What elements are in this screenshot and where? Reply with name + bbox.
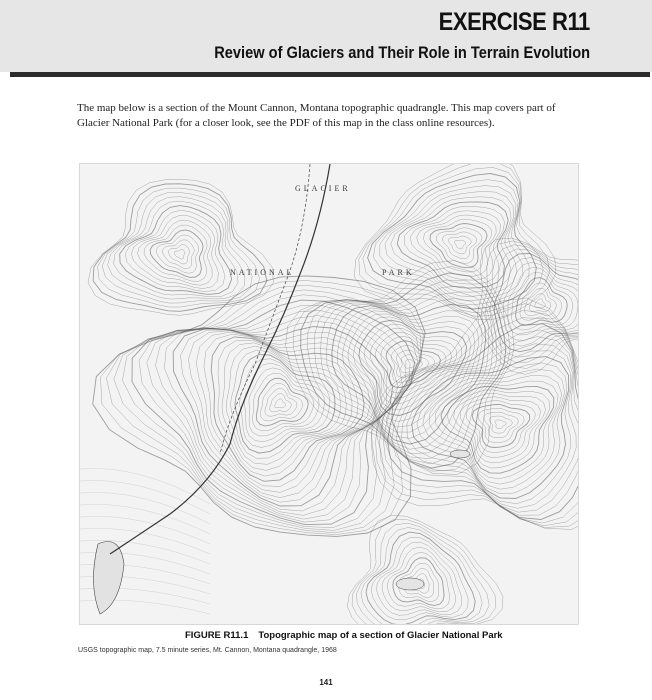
map-label-glacier: GLACIER (295, 184, 351, 193)
header-band (0, 0, 652, 72)
exercise-subtitle: Review of Glaciers and Their Role in Terrain Evolution (214, 43, 590, 62)
figure-caption (185, 630, 503, 641)
map-label-park: PARK (382, 268, 415, 277)
intro-paragraph: The map below is a section of the Mount Cannon, Montana topographic quadrangle. This map covers part of Glacier National Park (for a closer look, see the PDF of this map in the class online resources). (77, 102, 556, 129)
figure-caption-text: Topographic map of a section of Glacier National Park (258, 630, 503, 641)
page-number: 141 (319, 678, 333, 687)
figure-number: FIGURE R11.1 (185, 630, 249, 641)
exercise-title: EXERCISE R11 (438, 8, 590, 36)
topographic-map (79, 163, 579, 625)
figure-source: USGS topographic map, 7.5 minute series, Mt. Cannon, Montana quadrangle, 1968 (78, 647, 337, 654)
map-label-national: NATIONAL (230, 268, 295, 277)
header-divider (10, 72, 650, 77)
contour-lines (80, 164, 578, 624)
